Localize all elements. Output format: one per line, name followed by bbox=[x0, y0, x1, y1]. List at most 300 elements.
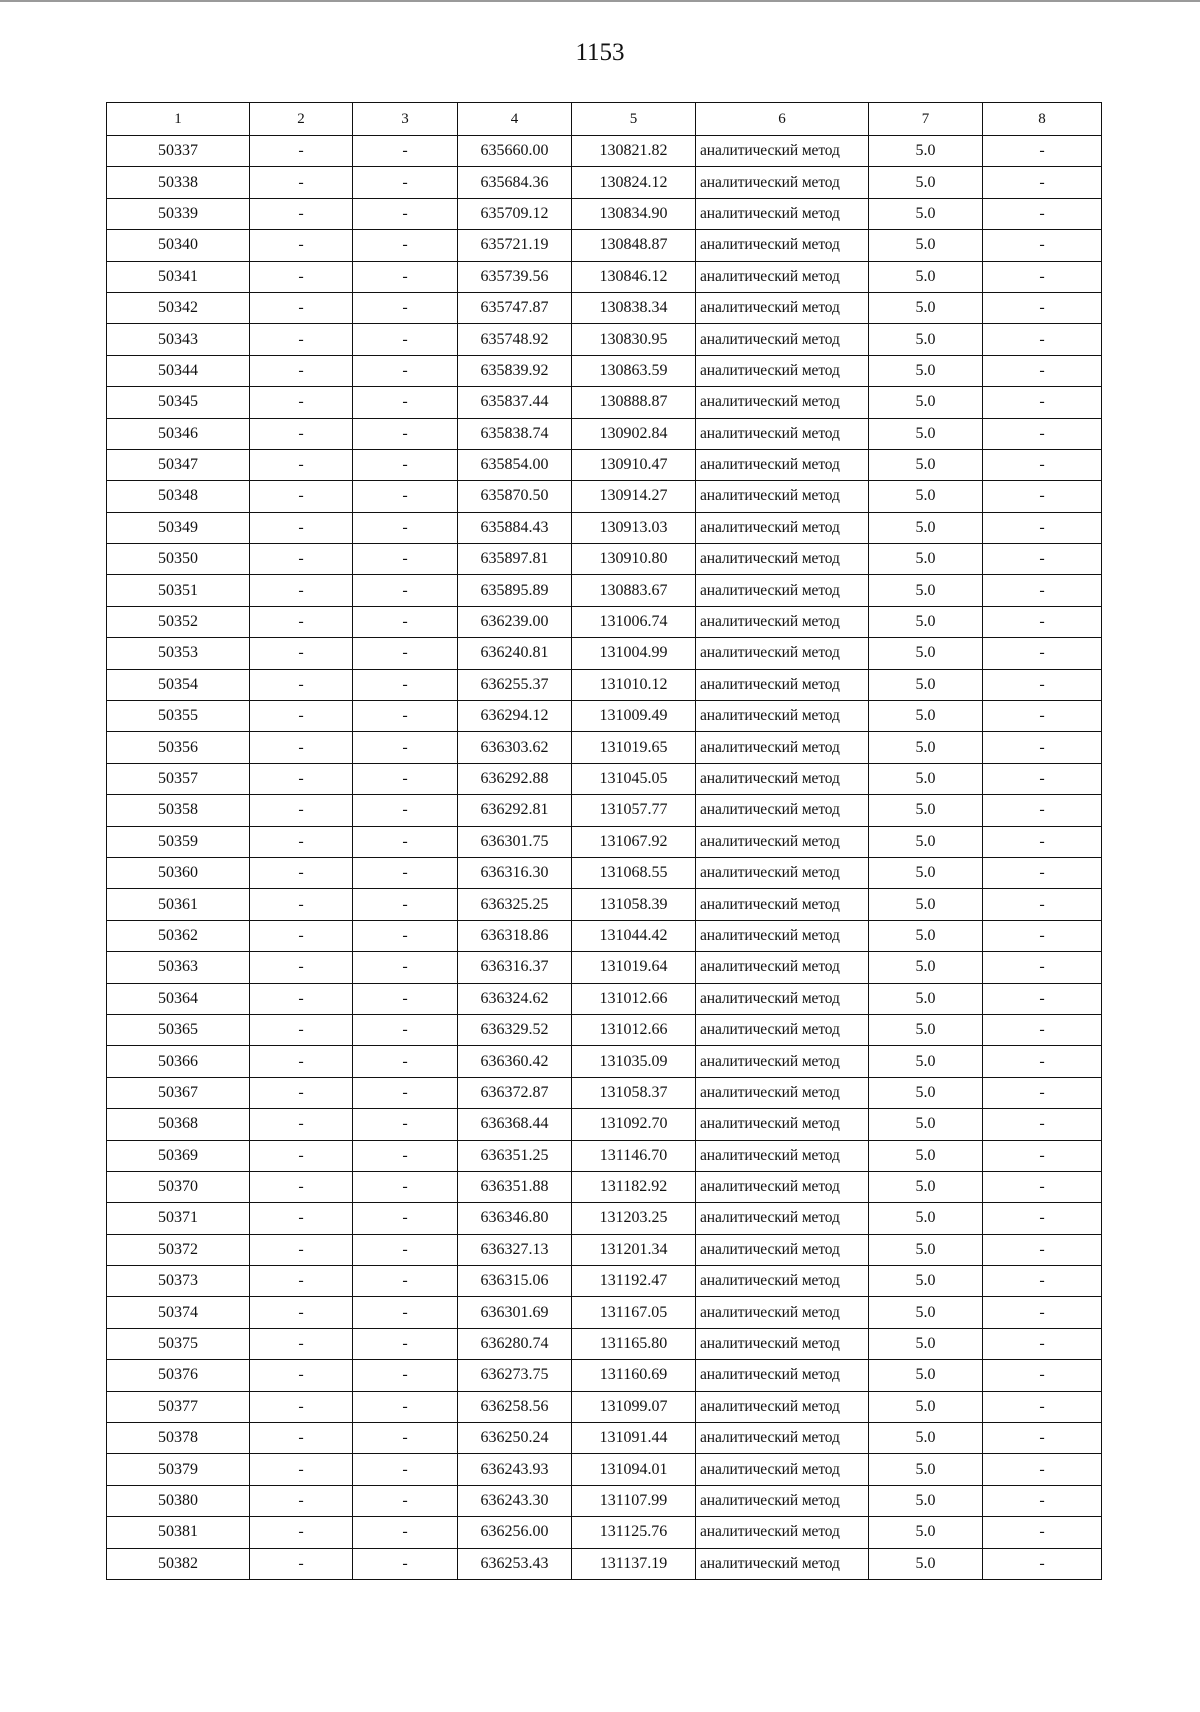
table-row bbox=[107, 1360, 1102, 1391]
table-cell-col-6: аналитический метод bbox=[696, 230, 869, 261]
table-cell-col-5: 131010.12 bbox=[572, 669, 696, 700]
table-cell-col-6: аналитический метод bbox=[696, 857, 869, 888]
table-cell-col-5: 130863.59 bbox=[572, 355, 696, 386]
table-cell-col-2: - bbox=[250, 1391, 353, 1422]
table-cell-col-5: 131009.49 bbox=[572, 701, 696, 732]
table-cell-col-3: - bbox=[353, 1171, 458, 1202]
table-cell-col-8: - bbox=[983, 606, 1102, 637]
table-row bbox=[107, 826, 1102, 857]
table-cell-col-2: - bbox=[250, 198, 353, 229]
table-cell-col-6: аналитический метод bbox=[696, 1517, 869, 1548]
table-cell-col-3: - bbox=[353, 512, 458, 543]
table-cell-col-8: - bbox=[983, 136, 1102, 167]
table-cell-col-1: 50349 bbox=[107, 512, 250, 543]
table-cell-col-3: - bbox=[353, 1140, 458, 1171]
table-cell-col-4: 636372.87 bbox=[458, 1077, 572, 1108]
table-cell-col-7: 5.0 bbox=[869, 638, 983, 669]
table-cell-col-7: 5.0 bbox=[869, 261, 983, 292]
table-row bbox=[107, 1046, 1102, 1077]
table-cell-col-8: - bbox=[983, 512, 1102, 543]
table-row bbox=[107, 544, 1102, 575]
table-cell-col-7: 5.0 bbox=[869, 512, 983, 543]
table-cell-col-4: 636255.37 bbox=[458, 669, 572, 700]
column-header-5: 5 bbox=[572, 103, 696, 136]
table-cell-col-5: 130824.12 bbox=[572, 167, 696, 198]
table-cell-col-3: - bbox=[353, 1328, 458, 1359]
table-cell-col-3: - bbox=[353, 575, 458, 606]
table-cell-col-5: 130848.87 bbox=[572, 230, 696, 261]
table-cell-col-7: 5.0 bbox=[869, 826, 983, 857]
table-row bbox=[107, 1171, 1102, 1202]
table-cell-col-1: 50347 bbox=[107, 449, 250, 480]
table-cell-col-6: аналитический метод bbox=[696, 1423, 869, 1454]
table-cell-col-1: 50363 bbox=[107, 952, 250, 983]
table-cell-col-1: 50346 bbox=[107, 418, 250, 449]
table-cell-col-3: - bbox=[353, 1454, 458, 1485]
table-cell-col-2: - bbox=[250, 1548, 353, 1579]
table-cell-col-7: 5.0 bbox=[869, 418, 983, 449]
table-cell-col-4: 636301.75 bbox=[458, 826, 572, 857]
table-cell-col-7: 5.0 bbox=[869, 324, 983, 355]
table-cell-col-6: аналитический метод bbox=[696, 544, 869, 575]
table-row bbox=[107, 355, 1102, 386]
table-cell-col-1: 50377 bbox=[107, 1391, 250, 1422]
table-cell-col-7: 5.0 bbox=[869, 1297, 983, 1328]
table-cell-col-5: 131137.19 bbox=[572, 1548, 696, 1579]
table-cell-col-7: 5.0 bbox=[869, 1234, 983, 1265]
table-cell-col-5: 131019.64 bbox=[572, 952, 696, 983]
table-cell-col-2: - bbox=[250, 701, 353, 732]
table-cell-col-2: - bbox=[250, 418, 353, 449]
table-cell-col-5: 131094.01 bbox=[572, 1454, 696, 1485]
table-cell-col-2: - bbox=[250, 292, 353, 323]
table-cell-col-3: - bbox=[353, 1360, 458, 1391]
page-number: 1153 bbox=[575, 39, 625, 66]
table-cell-col-7: 5.0 bbox=[869, 449, 983, 480]
table-cell-col-3: - bbox=[353, 606, 458, 637]
table-row bbox=[107, 1077, 1102, 1108]
table-cell-col-7: 5.0 bbox=[869, 481, 983, 512]
table-cell-col-3: - bbox=[353, 857, 458, 888]
table-cell-col-8: - bbox=[983, 857, 1102, 888]
table-cell-col-4: 635838.74 bbox=[458, 418, 572, 449]
table-cell-col-8: - bbox=[983, 292, 1102, 323]
table-row bbox=[107, 198, 1102, 229]
table-cell-col-7: 5.0 bbox=[869, 1485, 983, 1516]
table-cell-col-6: аналитический метод bbox=[696, 198, 869, 229]
table-cell-col-8: - bbox=[983, 1485, 1102, 1516]
table-body bbox=[107, 136, 1102, 1580]
table-row bbox=[107, 1517, 1102, 1548]
table-row bbox=[107, 1454, 1102, 1485]
table-cell-col-2: - bbox=[250, 638, 353, 669]
table-cell-col-4: 636351.88 bbox=[458, 1171, 572, 1202]
table-cell-col-8: - bbox=[983, 1234, 1102, 1265]
table-cell-col-4: 636243.30 bbox=[458, 1485, 572, 1516]
table-cell-col-1: 50338 bbox=[107, 167, 250, 198]
table-cell-col-8: - bbox=[983, 638, 1102, 669]
table-cell-col-1: 50361 bbox=[107, 889, 250, 920]
table-cell-col-2: - bbox=[250, 1140, 353, 1171]
table-cell-col-1: 50378 bbox=[107, 1423, 250, 1454]
table-cell-col-5: 130821.82 bbox=[572, 136, 696, 167]
table-cell-col-6: аналитический метод bbox=[696, 732, 869, 763]
table-cell-col-2: - bbox=[250, 136, 353, 167]
table-cell-col-8: - bbox=[983, 1077, 1102, 1108]
table-cell-col-7: 5.0 bbox=[869, 1171, 983, 1202]
table-cell-col-2: - bbox=[250, 1077, 353, 1108]
table-cell-col-3: - bbox=[353, 449, 458, 480]
table-cell-col-7: 5.0 bbox=[869, 1454, 983, 1485]
table-cell-col-4: 636273.75 bbox=[458, 1360, 572, 1391]
table-cell-col-4: 635897.81 bbox=[458, 544, 572, 575]
table-cell-col-1: 50373 bbox=[107, 1266, 250, 1297]
table-cell-col-8: - bbox=[983, 1423, 1102, 1454]
table-cell-col-6: аналитический метод bbox=[696, 136, 869, 167]
table-cell-col-3: - bbox=[353, 889, 458, 920]
table-cell-col-6: аналитический метод bbox=[696, 1203, 869, 1234]
table-cell-col-8: - bbox=[983, 1171, 1102, 1202]
table-cell-col-1: 50340 bbox=[107, 230, 250, 261]
table-cell-col-6: аналитический метод bbox=[696, 795, 869, 826]
table-cell-col-2: - bbox=[250, 575, 353, 606]
table-cell-col-4: 635739.56 bbox=[458, 261, 572, 292]
table-cell-col-2: - bbox=[250, 512, 353, 543]
table-cell-col-3: - bbox=[353, 230, 458, 261]
table-cell-col-6: аналитический метод bbox=[696, 512, 869, 543]
table-cell-col-3: - bbox=[353, 355, 458, 386]
table-row bbox=[107, 261, 1102, 292]
table-cell-col-1: 50362 bbox=[107, 920, 250, 951]
table-cell-col-7: 5.0 bbox=[869, 136, 983, 167]
table-cell-col-4: 635748.92 bbox=[458, 324, 572, 355]
table-cell-col-4: 636360.42 bbox=[458, 1046, 572, 1077]
table-cell-col-4: 636303.62 bbox=[458, 732, 572, 763]
table-cell-col-6: аналитический метод bbox=[696, 449, 869, 480]
table-cell-col-2: - bbox=[250, 1454, 353, 1485]
table-cell-col-5: 130834.90 bbox=[572, 198, 696, 229]
table-cell-col-4: 636239.00 bbox=[458, 606, 572, 637]
table-cell-col-6: аналитический метод bbox=[696, 1454, 869, 1485]
table-cell-col-5: 131068.55 bbox=[572, 857, 696, 888]
table-row bbox=[107, 638, 1102, 669]
table-cell-col-4: 636258.56 bbox=[458, 1391, 572, 1422]
table-cell-col-1: 50344 bbox=[107, 355, 250, 386]
table-cell-col-8: - bbox=[983, 418, 1102, 449]
column-header-8: 8 bbox=[983, 103, 1102, 136]
table-cell-col-5: 131058.39 bbox=[572, 889, 696, 920]
table-cell-col-7: 5.0 bbox=[869, 1391, 983, 1422]
table-cell-col-1: 50357 bbox=[107, 763, 250, 794]
table-cell-col-8: - bbox=[983, 167, 1102, 198]
table-cell-col-7: 5.0 bbox=[869, 198, 983, 229]
table-row bbox=[107, 1266, 1102, 1297]
table-cell-col-5: 131201.34 bbox=[572, 1234, 696, 1265]
table-cell-col-7: 5.0 bbox=[869, 889, 983, 920]
table-cell-col-1: 50374 bbox=[107, 1297, 250, 1328]
table-cell-col-1: 50380 bbox=[107, 1485, 250, 1516]
table-cell-col-3: - bbox=[353, 1109, 458, 1140]
table-cell-col-3: - bbox=[353, 701, 458, 732]
table-cell-col-8: - bbox=[983, 575, 1102, 606]
table-cell-col-8: - bbox=[983, 230, 1102, 261]
table-cell-col-5: 131012.66 bbox=[572, 983, 696, 1014]
table-cell-col-4: 635747.87 bbox=[458, 292, 572, 323]
table-cell-col-2: - bbox=[250, 1046, 353, 1077]
table-cell-col-6: аналитический метод bbox=[696, 1046, 869, 1077]
table-cell-col-6: аналитический метод bbox=[696, 1109, 869, 1140]
table-cell-col-2: - bbox=[250, 1203, 353, 1234]
table-cell-col-5: 130910.47 bbox=[572, 449, 696, 480]
table-cell-col-1: 50352 bbox=[107, 606, 250, 637]
table-cell-col-7: 5.0 bbox=[869, 952, 983, 983]
table-cell-col-1: 50351 bbox=[107, 575, 250, 606]
table-row bbox=[107, 449, 1102, 480]
table-cell-col-7: 5.0 bbox=[869, 1517, 983, 1548]
table-cell-col-5: 131182.92 bbox=[572, 1171, 696, 1202]
table-cell-col-6: аналитический метод bbox=[696, 324, 869, 355]
table-cell-col-8: - bbox=[983, 1014, 1102, 1045]
table-cell-col-7: 5.0 bbox=[869, 544, 983, 575]
table-row bbox=[107, 1014, 1102, 1045]
table-cell-col-1: 50353 bbox=[107, 638, 250, 669]
table-cell-col-1: 50354 bbox=[107, 669, 250, 700]
table-cell-col-2: - bbox=[250, 1360, 353, 1391]
table-row bbox=[107, 889, 1102, 920]
table-cell-col-5: 131006.74 bbox=[572, 606, 696, 637]
table-cell-col-7: 5.0 bbox=[869, 1140, 983, 1171]
table-cell-col-2: - bbox=[250, 732, 353, 763]
table-cell-col-8: - bbox=[983, 387, 1102, 418]
table-cell-col-8: - bbox=[983, 1454, 1102, 1485]
table-cell-col-1: 50359 bbox=[107, 826, 250, 857]
table-cell-col-1: 50372 bbox=[107, 1234, 250, 1265]
table-cell-col-2: - bbox=[250, 795, 353, 826]
table-cell-col-1: 50364 bbox=[107, 983, 250, 1014]
table-cell-col-3: - bbox=[353, 418, 458, 449]
table-cell-col-1: 50356 bbox=[107, 732, 250, 763]
table-cell-col-7: 5.0 bbox=[869, 230, 983, 261]
table-cell-col-8: - bbox=[983, 481, 1102, 512]
table-cell-col-8: - bbox=[983, 1297, 1102, 1328]
table-cell-col-3: - bbox=[353, 136, 458, 167]
table-cell-col-5: 131160.69 bbox=[572, 1360, 696, 1391]
table-cell-col-2: - bbox=[250, 1423, 353, 1454]
table-cell-col-6: аналитический метод bbox=[696, 1014, 869, 1045]
table-cell-col-5: 131092.70 bbox=[572, 1109, 696, 1140]
table-cell-col-6: аналитический метод bbox=[696, 701, 869, 732]
table-cell-col-2: - bbox=[250, 167, 353, 198]
table-cell-col-8: - bbox=[983, 1266, 1102, 1297]
table-cell-col-5: 131203.25 bbox=[572, 1203, 696, 1234]
table-cell-col-7: 5.0 bbox=[869, 292, 983, 323]
table-cell-col-4: 636329.52 bbox=[458, 1014, 572, 1045]
table-cell-col-6: аналитический метод bbox=[696, 920, 869, 951]
table-cell-col-4: 636292.88 bbox=[458, 763, 572, 794]
table-cell-col-3: - bbox=[353, 1234, 458, 1265]
table-cell-col-2: - bbox=[250, 355, 353, 386]
table-cell-col-2: - bbox=[250, 606, 353, 637]
table-cell-col-4: 636327.13 bbox=[458, 1234, 572, 1265]
table-cell-col-5: 131107.99 bbox=[572, 1485, 696, 1516]
table-cell-col-1: 50342 bbox=[107, 292, 250, 323]
table-cell-col-1: 50339 bbox=[107, 198, 250, 229]
table-cell-col-8: - bbox=[983, 261, 1102, 292]
table-cell-col-7: 5.0 bbox=[869, 606, 983, 637]
table-cell-col-3: - bbox=[353, 638, 458, 669]
table-cell-col-6: аналитический метод bbox=[696, 292, 869, 323]
table-row bbox=[107, 606, 1102, 637]
table-cell-col-8: - bbox=[983, 324, 1102, 355]
table-cell-col-6: аналитический метод bbox=[696, 1391, 869, 1422]
table-cell-col-1: 50348 bbox=[107, 481, 250, 512]
table-row bbox=[107, 1234, 1102, 1265]
table-cell-col-3: - bbox=[353, 1077, 458, 1108]
table-cell-col-5: 131044.42 bbox=[572, 920, 696, 951]
table-cell-col-3: - bbox=[353, 261, 458, 292]
table-cell-col-8: - bbox=[983, 1517, 1102, 1548]
table-cell-col-7: 5.0 bbox=[869, 1423, 983, 1454]
table-cell-col-8: - bbox=[983, 1360, 1102, 1391]
table-cell-col-3: - bbox=[353, 481, 458, 512]
table-cell-col-6: аналитический метод bbox=[696, 387, 869, 418]
table-cell-col-2: - bbox=[250, 1171, 353, 1202]
table-cell-col-3: - bbox=[353, 983, 458, 1014]
table-cell-col-1: 50376 bbox=[107, 1360, 250, 1391]
table-cell-col-7: 5.0 bbox=[869, 857, 983, 888]
table-cell-col-2: - bbox=[250, 952, 353, 983]
table-cell-col-4: 635870.50 bbox=[458, 481, 572, 512]
table-cell-col-1: 50369 bbox=[107, 1140, 250, 1171]
table-cell-col-6: аналитический метод bbox=[696, 638, 869, 669]
table-row bbox=[107, 1548, 1102, 1579]
table-cell-col-8: - bbox=[983, 763, 1102, 794]
table-cell-col-8: - bbox=[983, 732, 1102, 763]
table-cell-col-6: аналитический метод bbox=[696, 889, 869, 920]
table-cell-col-8: - bbox=[983, 1391, 1102, 1422]
table-cell-col-2: - bbox=[250, 763, 353, 794]
table-cell-col-5: 131019.65 bbox=[572, 732, 696, 763]
table-cell-col-6: аналитический метод bbox=[696, 1140, 869, 1171]
table-cell-col-7: 5.0 bbox=[869, 1266, 983, 1297]
table-cell-col-4: 635660.00 bbox=[458, 136, 572, 167]
table-cell-col-5: 130830.95 bbox=[572, 324, 696, 355]
table-cell-col-1: 50366 bbox=[107, 1046, 250, 1077]
table-cell-col-3: - bbox=[353, 1548, 458, 1579]
table-cell-col-4: 635684.36 bbox=[458, 167, 572, 198]
table-cell-col-6: аналитический метод bbox=[696, 669, 869, 700]
table-cell-col-8: - bbox=[983, 355, 1102, 386]
table-cell-col-7: 5.0 bbox=[869, 1046, 983, 1077]
column-header-4: 4 bbox=[458, 103, 572, 136]
table-row bbox=[107, 512, 1102, 543]
table-cell-col-4: 636301.69 bbox=[458, 1297, 572, 1328]
table-cell-col-7: 5.0 bbox=[869, 795, 983, 826]
table-cell-col-5: 131058.37 bbox=[572, 1077, 696, 1108]
table-header bbox=[107, 103, 1102, 136]
table-cell-col-6: аналитический метод bbox=[696, 606, 869, 637]
table-cell-col-5: 131165.80 bbox=[572, 1328, 696, 1359]
table-cell-col-4: 636316.30 bbox=[458, 857, 572, 888]
table-cell-col-5: 130838.34 bbox=[572, 292, 696, 323]
table-cell-col-6: аналитический метод bbox=[696, 952, 869, 983]
table-cell-col-2: - bbox=[250, 324, 353, 355]
table-cell-col-2: - bbox=[250, 669, 353, 700]
table-cell-col-4: 635709.12 bbox=[458, 198, 572, 229]
table-cell-col-4: 635721.19 bbox=[458, 230, 572, 261]
table-cell-col-1: 50375 bbox=[107, 1328, 250, 1359]
table-cell-col-8: - bbox=[983, 669, 1102, 700]
table-cell-col-1: 50367 bbox=[107, 1077, 250, 1108]
table-cell-col-5: 131167.05 bbox=[572, 1297, 696, 1328]
table-cell-col-1: 50355 bbox=[107, 701, 250, 732]
table-cell-col-5: 130913.03 bbox=[572, 512, 696, 543]
table-cell-col-4: 636315.06 bbox=[458, 1266, 572, 1297]
table-cell-col-3: - bbox=[353, 198, 458, 229]
table-cell-col-8: - bbox=[983, 1109, 1102, 1140]
table-cell-col-3: - bbox=[353, 1485, 458, 1516]
table-cell-col-1: 50381 bbox=[107, 1517, 250, 1548]
table-cell-col-7: 5.0 bbox=[869, 1548, 983, 1579]
table-cell-col-3: - bbox=[353, 167, 458, 198]
table-cell-col-2: - bbox=[250, 1297, 353, 1328]
table-cell-col-3: - bbox=[353, 1266, 458, 1297]
table-cell-col-5: 130888.87 bbox=[572, 387, 696, 418]
table-cell-col-1: 50360 bbox=[107, 857, 250, 888]
table-row bbox=[107, 1328, 1102, 1359]
table-cell-col-3: - bbox=[353, 1297, 458, 1328]
table-cell-col-4: 636318.86 bbox=[458, 920, 572, 951]
table-cell-col-1: 50350 bbox=[107, 544, 250, 575]
column-header-2: 2 bbox=[250, 103, 353, 136]
table-cell-col-3: - bbox=[353, 1046, 458, 1077]
table-cell-col-3: - bbox=[353, 292, 458, 323]
table-row bbox=[107, 230, 1102, 261]
table-cell-col-2: - bbox=[250, 230, 353, 261]
table-cell-col-3: - bbox=[353, 1423, 458, 1454]
table-cell-col-2: - bbox=[250, 1485, 353, 1516]
table-cell-col-3: - bbox=[353, 324, 458, 355]
table-cell-col-7: 5.0 bbox=[869, 575, 983, 606]
table-cell-col-3: - bbox=[353, 763, 458, 794]
table-cell-col-6: аналитический метод bbox=[696, 1234, 869, 1265]
table-cell-col-3: - bbox=[353, 1203, 458, 1234]
table-cell-col-8: - bbox=[983, 198, 1102, 229]
table-cell-col-7: 5.0 bbox=[869, 1077, 983, 1108]
table-row bbox=[107, 795, 1102, 826]
table-row bbox=[107, 1109, 1102, 1140]
table-row bbox=[107, 418, 1102, 449]
table-cell-col-3: - bbox=[353, 795, 458, 826]
table-cell-col-8: - bbox=[983, 449, 1102, 480]
table-cell-col-1: 50343 bbox=[107, 324, 250, 355]
table-cell-col-4: 636240.81 bbox=[458, 638, 572, 669]
table-cell-col-4: 635837.44 bbox=[458, 387, 572, 418]
table-cell-col-1: 50371 bbox=[107, 1203, 250, 1234]
table-row bbox=[107, 920, 1102, 951]
table-cell-col-5: 130846.12 bbox=[572, 261, 696, 292]
table-cell-col-7: 5.0 bbox=[869, 387, 983, 418]
table-cell-col-2: - bbox=[250, 826, 353, 857]
table-row bbox=[107, 575, 1102, 606]
table-cell-col-4: 636324.62 bbox=[458, 983, 572, 1014]
table-cell-col-5: 131067.92 bbox=[572, 826, 696, 857]
table-cell-col-3: - bbox=[353, 732, 458, 763]
table-cell-col-7: 5.0 bbox=[869, 355, 983, 386]
table-cell-col-4: 635895.89 bbox=[458, 575, 572, 606]
table-cell-col-2: - bbox=[250, 481, 353, 512]
table-cell-col-3: - bbox=[353, 952, 458, 983]
